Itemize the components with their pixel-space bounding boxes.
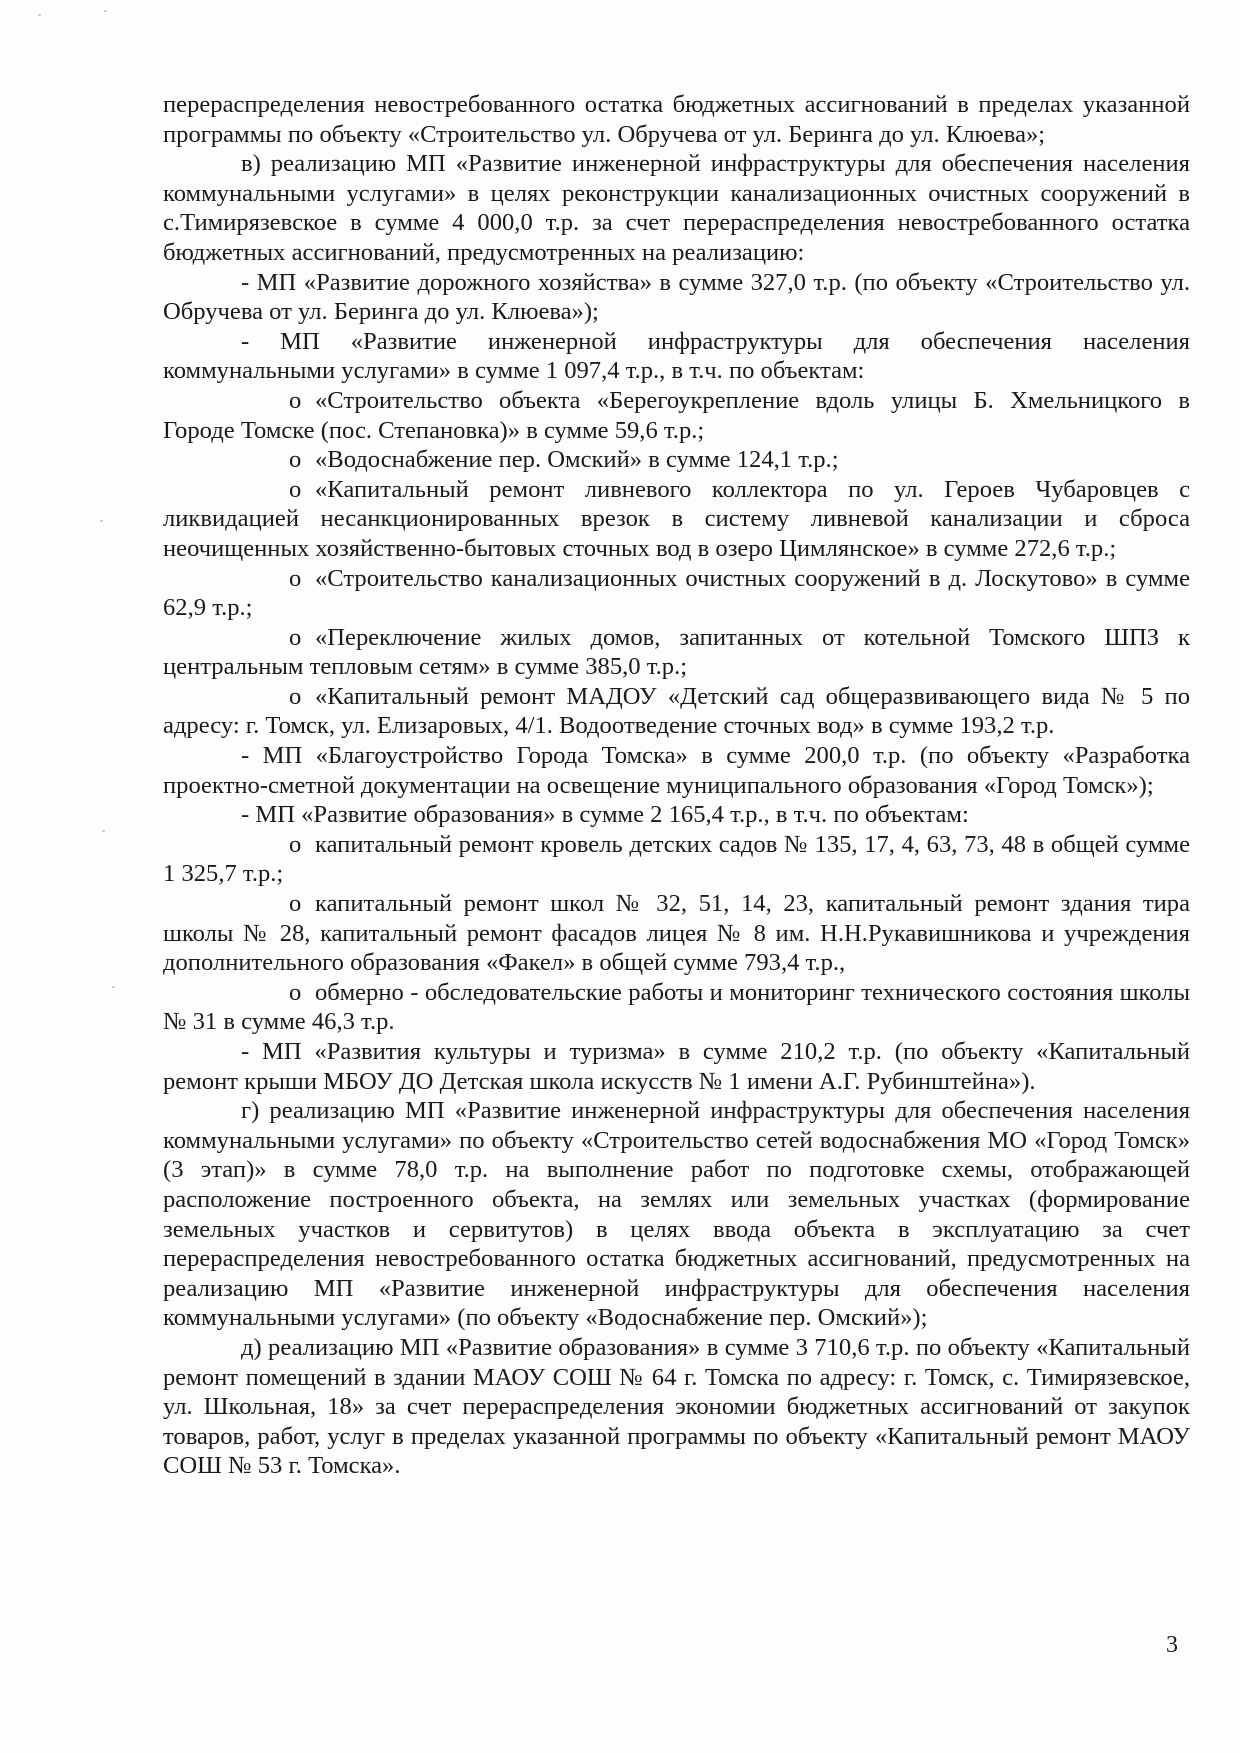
object-bullet-item — [163, 978, 1190, 1037]
bullet-icon: o — [289, 475, 302, 503]
scan-speck — [112, 986, 115, 988]
scan-speck — [100, 520, 103, 522]
program-item — [163, 1037, 1190, 1096]
paragraph-text: «Капитальный ремонт МАДОУ «Детский сад общеразвивающего вида № 5 по адресу: г. Томск, ул. Елизаровых, 4/1. Водоотведение сточных вод» в сумме 193,2 т.р. — [163, 682, 1190, 740]
bullet-icon: o — [289, 978, 302, 1006]
scan-speck — [102, 830, 105, 832]
object-bullet-item — [163, 445, 1190, 475]
paragraph-item — [163, 1096, 1190, 1333]
bullet-icon: o — [289, 564, 302, 592]
paragraph-text: «Переключение жилых домов, запитанных от котельной Томского ШПЗ к центральным тепловым сетям» в сумме 385,0 т.р.; — [163, 623, 1190, 681]
paragraph-text: г) реализацию МП «Развитие инженерной инфраструктуры для обеспечения населения коммунальными услугами» по объекту «Строительство сетей водоснабжения МО «Город Томск» (3 этап)» в сумме 78,0 т.р. на выполнение работ по подготовке схемы, отображающей расположение построенного объекта, на землях или земельных участках (формирование земельных участков и сервитутов) в целях ввода объекта в эксплуатацию за счет перераспределения невостребованного остатка бюджетных ассигнований, предусмотренных на реализацию МП «Развитие инженерной инфраструктуры для обеспечения населения коммунальными услугами» (по объекту «Водоснабжение пер. Омский»); — [163, 1097, 1190, 1332]
program-item — [163, 741, 1190, 800]
bullet-icon: o — [289, 386, 302, 414]
paragraph-item — [163, 149, 1190, 267]
object-bullet-item — [163, 889, 1190, 978]
paragraph-text: - МП «Развития культуры и туризма» в сумме 210,2 т.р. (по объекту «Капитальный ремонт крыши МБОУ ДО Детская школа искусств № 1 имени А.Г. Рубинштейна»). — [163, 1038, 1190, 1095]
paragraph-text: - МП «Развитие образования» в сумме 2 165,4 т.р., в т.ч. по объектам: — [241, 801, 969, 829]
object-bullet-item — [163, 386, 1190, 445]
paragraph-text: перераспределения невостребованного остатка бюджетных ассигнований в пределах указанной программы по объекту «Строительство ул. Обручева от ул. Беринга до ул. Клюева»; — [163, 91, 1190, 148]
object-bullet-item — [163, 682, 1190, 741]
document-body — [163, 90, 1190, 1481]
paragraph-text: капитальный ремонт кровель детских садов № 135, 17, 4, 63, 73, 48 в общей сумме 1 325,7 т.р.; — [163, 830, 1190, 888]
paragraph-text: «Капитальный ремонт ливневого коллектора по ул. Героев Чубаровцев с ликвидацией несанкционированных врезок в систему ливневой канализации и сброса неочищенных хозяйственно-бытовых сточных вод в озеро Цимлянское» в сумме 272,6 т.р.; — [163, 475, 1190, 562]
scan-speck — [104, 10, 107, 12]
scan-speck — [38, 14, 41, 16]
paragraph-text: «Строительство объекта «Берегоукрепление вдоль улицы Б. Хмельницкого в Городе Томске (пос. Степановка)» в сумме 59,6 т.р.; — [163, 386, 1190, 444]
object-bullet-item — [163, 564, 1190, 623]
program-item — [163, 800, 1190, 830]
bullet-icon: o — [289, 446, 302, 474]
object-bullet-item — [163, 830, 1190, 889]
paragraph-continuation — [163, 90, 1190, 149]
paragraph-text: капитальный ремонт школ № 32, 51, 14, 23, капитальный ремонт здания тира школы № 28, капитальный ремонт фасадов лицея № 8 им. Н.Н.Рукавишникова и учреждения дополнительного образования «Факел» в общей сумме 793,4 т.р., — [163, 890, 1190, 977]
program-item — [163, 268, 1190, 327]
page-number: 3 — [1166, 1632, 1178, 1658]
bullet-icon: o — [289, 830, 302, 858]
paragraph-text: обмерно - обследовательские работы и мониторинг технического состояния школы № 31 в сумме 46,3 т.р. — [163, 978, 1190, 1036]
paragraph-item — [163, 1333, 1190, 1481]
paragraph-text: в) реализацию МП «Развитие инженерной инфраструктуры для обеспечения населения коммунальными услугами» в целях реконструкции канализационных очистных сооружений в с.Тимирязевское в сумме 4 000,0 т.р. за счет перераспределения невостребованного остатка бюджетных ассигнований, предусмотренных на реализацию: — [163, 150, 1190, 266]
paragraph-text: «Водоснабжение пер. Омский» в сумме 124,1 т.р.; — [315, 446, 839, 474]
object-bullet-item — [163, 623, 1190, 682]
bullet-icon: o — [289, 623, 302, 651]
paragraph-text: - МП «Развитие инженерной инфраструктуры для обеспечения населения коммунальными услугами» в сумме 1 097,4 т.р., в т.ч. по объектам: — [163, 327, 1190, 385]
paragraph-text: «Строительство канализационных очистных сооружений в д. Лоскутово» в сумме 62,9 т.р.; — [163, 564, 1190, 622]
paragraph-text: д) реализацию МП «Развитие образования» в сумме 3 710,6 т.р. по объекту «Капитальный ремонт помещений в здании МАОУ СОШ № 64 г. Томска по адресу: г. Томск, с. Тимирязевское, ул. Школьная, 18» за счет перераспределения экономии бюджетных ассигнований от закупок товаров, работ, услуг в пределах указанной программы по объекту «Капитальный ремонт МАОУ СОШ № 53 г. Томска». — [163, 1333, 1190, 1480]
paragraph-text: - МП «Благоустройство Города Томска» в сумме 200,0 т.р. (по объекту «Разработка проектно-сметной документации на освещение муниципального образования «Город Томск»); — [163, 742, 1190, 799]
object-bullet-item — [163, 475, 1190, 564]
paragraph-text: - МП «Развитие дорожного хозяйства» в сумме 327,0 т.р. (по объекту «Строительство ул. Обручева от ул. Беринга до ул. Клюева»); — [163, 268, 1190, 326]
bullet-icon: o — [289, 890, 302, 918]
bullet-icon: o — [289, 682, 302, 710]
program-item — [163, 327, 1190, 386]
